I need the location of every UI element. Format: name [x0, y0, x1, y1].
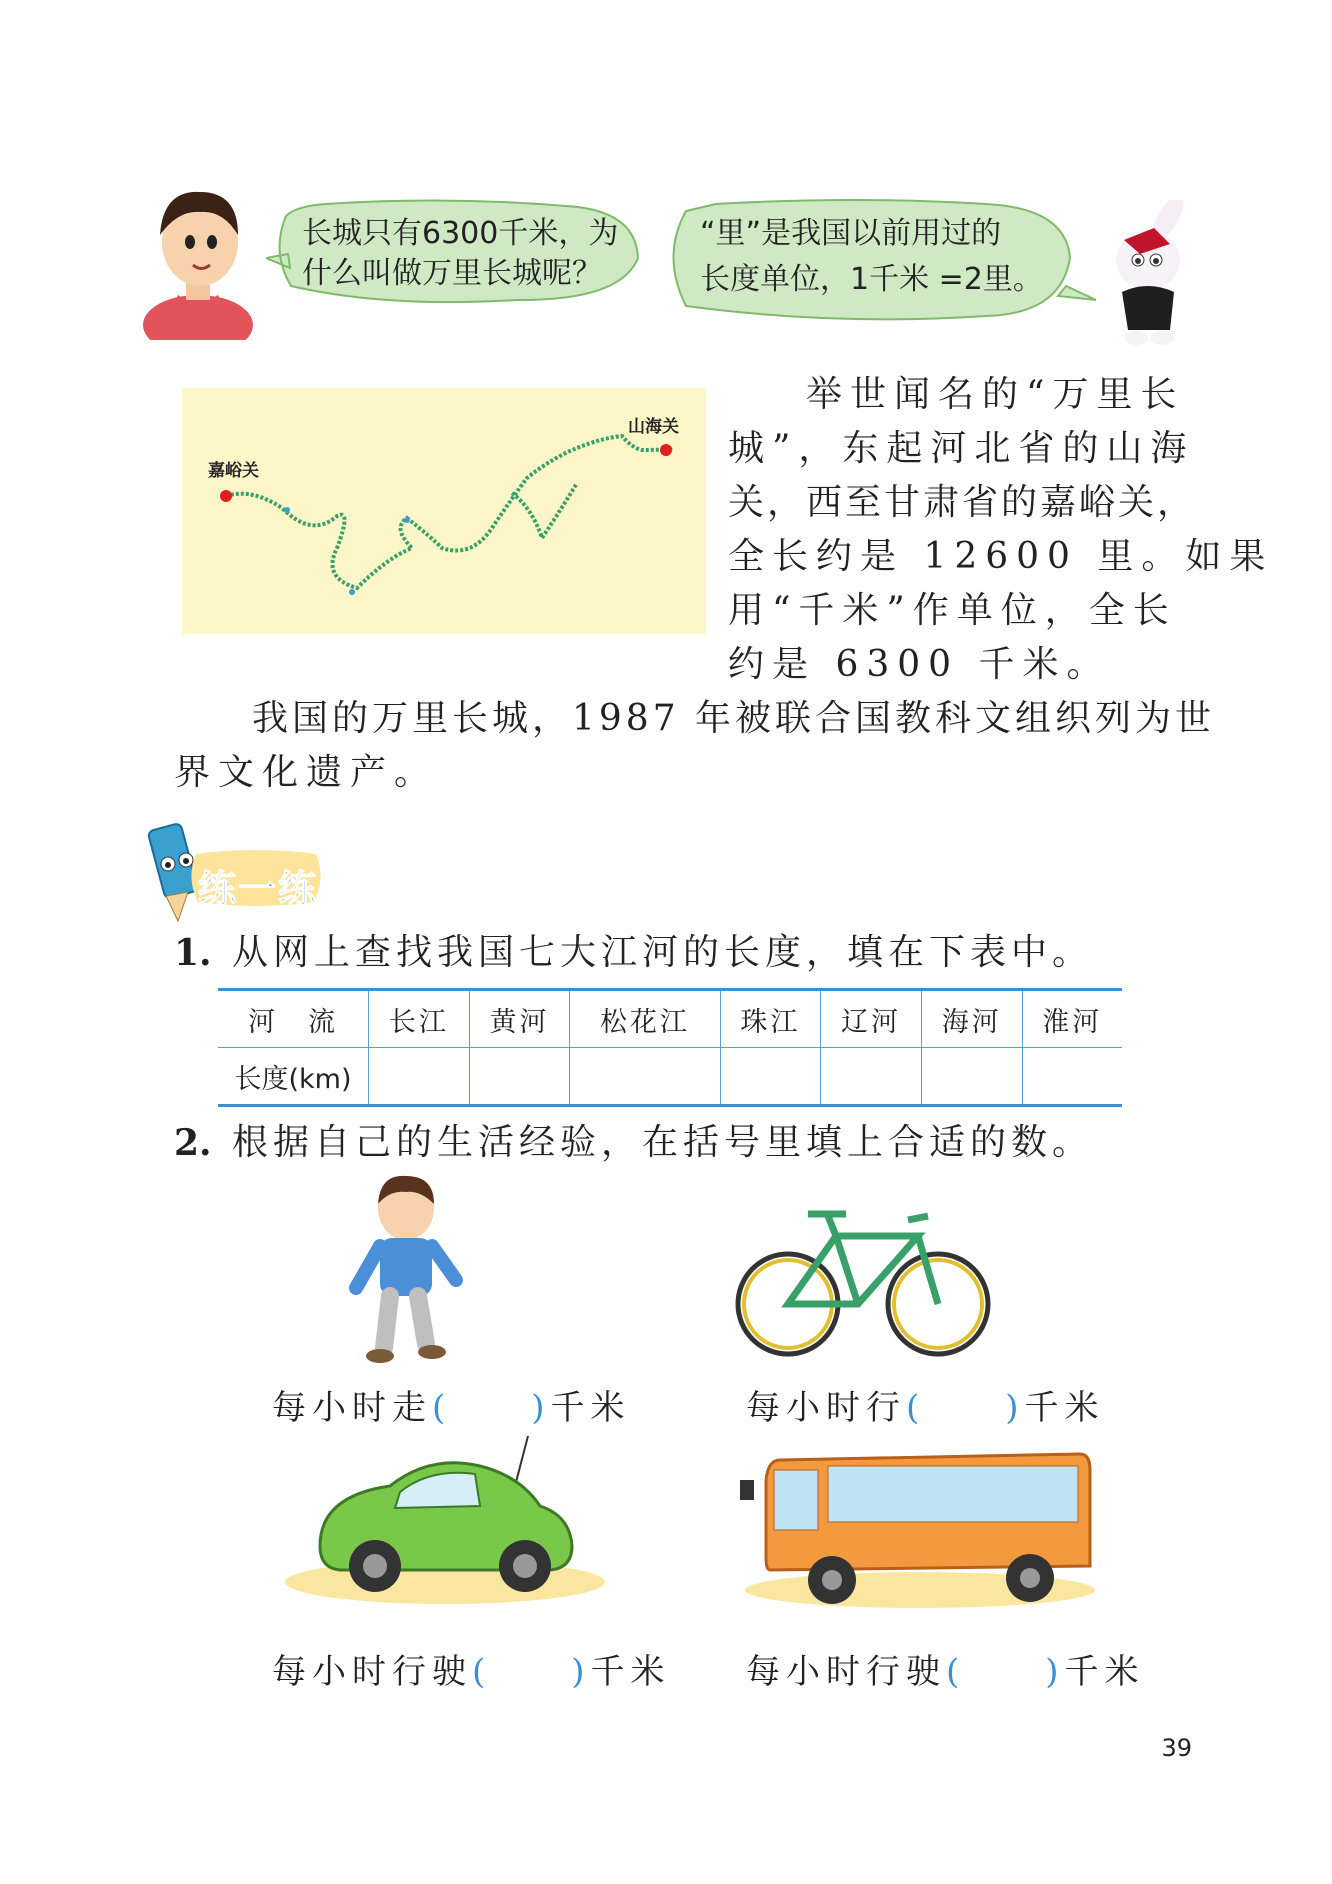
car-illustration	[280, 1436, 610, 1606]
jiayuguan-dot	[220, 490, 232, 502]
map-label-jiayuguan: 嘉峪关	[208, 461, 259, 481]
q1-text: 从网上查找我国七大江河的长度，填在下表中。	[232, 932, 1094, 973]
paren-close: )	[1045, 1652, 1065, 1692]
rabbit-illustration	[1096, 200, 1206, 350]
q2-item-walk-suffix: 千米	[550, 1388, 631, 1428]
heritage-line-2: 界文化遗产。	[174, 752, 439, 793]
intro-line-1: 举世闻名的“万里长	[806, 374, 1185, 415]
table-header-row	[218, 990, 1122, 1048]
table-input-cell-huaihe[interactable]	[1022, 1048, 1122, 1106]
table-header-cell: 河 流	[218, 990, 369, 1048]
bus-illustration	[740, 1440, 1100, 1610]
q2-item-car-prefix: 每小时行驶	[272, 1652, 472, 1692]
table-input-cell-songhuajiang[interactable]	[570, 1048, 720, 1106]
bicycle-illustration	[728, 1200, 998, 1360]
q2-number: 2.	[174, 1122, 212, 1164]
boy-illustration	[138, 180, 258, 340]
q2-text: 根据自己的生活经验，在括号里填上合适的数。	[232, 1122, 1094, 1163]
q2-item-bus-suffix: 千米	[1064, 1652, 1145, 1692]
table-input-cell-zhujiang[interactable]	[720, 1048, 821, 1106]
table-row-length	[218, 1048, 1122, 1106]
page-number: 39	[1161, 1734, 1192, 1762]
q2-item-walk-prefix: 每小时走	[272, 1388, 432, 1428]
q2-item-bike-suffix: 千米	[1024, 1388, 1105, 1428]
table-header-cell: 珠江	[720, 990, 821, 1048]
bubble-right-line1: “里”是我国以前用过的	[700, 216, 1002, 251]
shanhaiguan-dot	[660, 444, 672, 456]
table-header-cell: 松花江	[570, 990, 720, 1048]
table-input-cell-haihe[interactable]	[921, 1048, 1022, 1106]
table-header-cell: 辽河	[821, 990, 922, 1048]
intro-line-4: 全长约是 12600 里。如果	[728, 536, 1274, 577]
intro-line-5: 用“千米”作单位，全长	[728, 590, 1177, 631]
paren-open: (	[472, 1652, 492, 1692]
map-label-shanhaiguan: 山海关	[628, 417, 679, 437]
walking-boy-illustration	[346, 1168, 466, 1368]
table-input-cell-huanghe[interactable]	[469, 1048, 570, 1106]
table-header-cell: 黄河	[469, 990, 570, 1048]
table-row-label: 长度(km)	[218, 1048, 369, 1106]
table-input-cell-changjiang[interactable]	[369, 1048, 470, 1106]
great-wall-map	[182, 388, 706, 634]
table-input-cell-liaohe[interactable]	[821, 1048, 922, 1106]
rivers-table	[218, 988, 1122, 1107]
q2-item-walk	[272, 1380, 631, 1429]
paren-open: (	[432, 1388, 452, 1428]
q1-number: 1.	[174, 932, 212, 974]
intro-line-6: 约是 6300 千米。	[728, 644, 1111, 685]
q2-item-bike-prefix: 每小时行	[746, 1388, 906, 1428]
paren-close: )	[571, 1652, 591, 1692]
paren-close: )	[1005, 1388, 1025, 1428]
q2-item-car	[272, 1644, 671, 1693]
q2-item-bus	[746, 1644, 1145, 1693]
table-header-cell: 海河	[921, 990, 1022, 1048]
bubble-left-line2: 什么叫做万里长城呢？	[302, 256, 602, 291]
q2-item-bus-prefix: 每小时行驶	[746, 1652, 946, 1692]
table-header-cell: 淮河	[1022, 990, 1122, 1048]
paren-open: (	[946, 1652, 966, 1692]
heritage-line-1: 我国的万里长城，1987 年被联合国教科文组织列为世	[252, 698, 1216, 739]
bubble-right-line2: 长度单位，1千米 =2里。	[700, 262, 1043, 297]
table-header-cell: 长江	[369, 990, 470, 1048]
paren-close: )	[531, 1388, 551, 1428]
paren-open: (	[906, 1388, 926, 1428]
q2-item-car-suffix: 千米	[590, 1652, 671, 1692]
practice-title: 练一练	[198, 867, 319, 911]
bubble-left-line1: 长城只有6300千米，为	[302, 216, 619, 251]
q2-item-bike	[746, 1380, 1105, 1429]
intro-line-3: 关，西至甘肃省的嘉峪关，	[728, 482, 1197, 523]
intro-line-2: 城”，东起河北省的山海	[728, 428, 1195, 469]
